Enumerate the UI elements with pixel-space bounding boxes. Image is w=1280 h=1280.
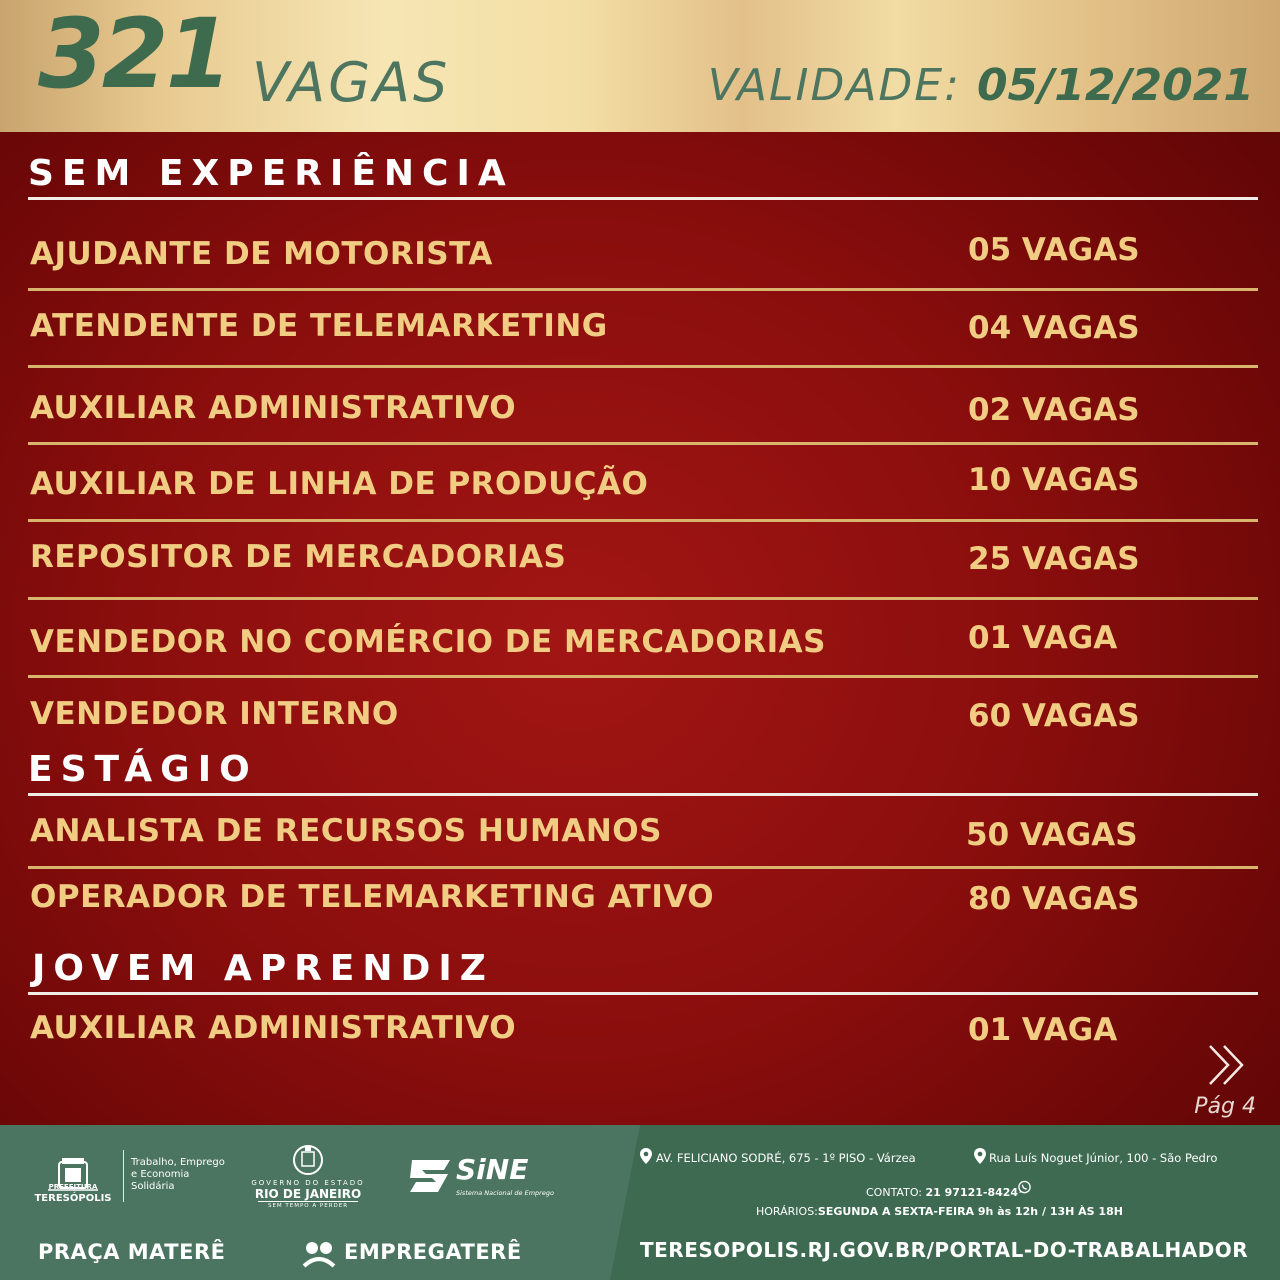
job-title: REPOSITOR DE MERCADORIAS: [30, 539, 567, 575]
row-divider: [28, 365, 1258, 368]
hours-value: SEGUNDA A SEXTA-FEIRA 9h às 12h / 13H ÀS 18H: [817, 1205, 1123, 1218]
job-title: AJUDANTE DE MOTORISTA: [30, 236, 493, 272]
location-pin-icon: [640, 1148, 652, 1164]
section-title-jovem-aprendiz: JOVEM APRENDIZ: [32, 948, 494, 989]
whatsapp-icon: [1017, 1180, 1032, 1195]
job-title: VENDEDOR INTERNO: [30, 696, 399, 732]
job-vacancies: 80 VAGAS: [968, 881, 1140, 917]
section-divider: [28, 992, 1258, 995]
job-title: AUXILIAR ADMINISTRATIVO: [30, 1010, 517, 1046]
secretaria-line: Trabalho, Emprego: [131, 1157, 225, 1168]
hours-label: HORÁRIOS:: [756, 1205, 818, 1218]
job-title: ANALISTA DE RECURSOS HUMANOS: [30, 813, 662, 849]
governo-underline: [258, 1201, 358, 1202]
address-varzea: AV. FELICIANO SODRÉ, 675 - 1º PISO - Várzea: [656, 1151, 916, 1165]
secretaria-line: e Economia: [131, 1169, 190, 1180]
location-pin-icon: [974, 1148, 986, 1164]
validity: [707, 60, 1254, 111]
job-vacancies: 01 VAGA: [968, 1012, 1118, 1048]
job-title: AUXILIAR DE LINHA DE PRODUÇÃO: [30, 466, 649, 502]
job-vacancies: 60 VAGAS: [968, 698, 1140, 734]
validity-label: VALIDADE:: [707, 60, 961, 111]
job-title: VENDEDOR NO COMÉRCIO DE MERCADORIAS: [30, 624, 826, 660]
double-chevron-right-icon[interactable]: [1204, 1042, 1250, 1088]
total-vacancies-count: 321: [38, 0, 230, 110]
section-divider: [28, 197, 1258, 200]
praca-matere-logo: PRAÇA MATERÊ: [38, 1240, 226, 1264]
job-title: ATENDENTE DE TELEMARKETING: [30, 308, 608, 344]
job-vacancies: 05 VAGAS: [968, 232, 1140, 268]
sine-logo-icon: [408, 1158, 454, 1194]
prefeitura-label: PREFEITURA: [48, 1183, 98, 1191]
contact-info: [866, 1187, 1018, 1198]
empregatere-logo: EMPREGATERÊ: [344, 1240, 522, 1264]
rio-de-janeiro-emblem-icon: [290, 1142, 326, 1178]
section-title-sem-experiencia: SEM EXPERIÊNCIA: [28, 153, 514, 194]
contact-phone[interactable]: 21 97121-8424: [925, 1186, 1019, 1199]
job-vacancies: 02 VAGAS: [968, 392, 1140, 428]
row-divider: [28, 519, 1258, 522]
address-sao-pedro: Rua Luís Noguet Júnior, 100 - São Pedro: [989, 1151, 1218, 1165]
contact-label: CONTATO:: [866, 1186, 922, 1199]
job-vacancies: 04 VAGAS: [968, 310, 1140, 346]
total-vacancies-label: VAGAS: [252, 51, 451, 114]
opening-hours: [756, 1206, 1123, 1217]
row-divider: [28, 442, 1258, 445]
row-divider: [28, 288, 1258, 291]
logo-separator: [123, 1150, 124, 1202]
governo-name: RIO DE JANEIRO: [254, 1187, 362, 1201]
sine-logo-text: SiNE: [456, 1153, 529, 1186]
secretaria-name: [131, 1157, 251, 1193]
portal-url-link[interactable]: TERESOPOLIS.RJ.GOV.BR/PORTAL-DO-TRABALHADOR: [640, 1238, 1249, 1262]
job-vacancies: 10 VAGAS: [968, 462, 1140, 498]
row-divider: [28, 866, 1258, 869]
governo-slogan: SEM TEMPO A PERDER: [267, 1203, 349, 1209]
prefeitura-name: TERESÓPOLIS: [34, 1193, 112, 1204]
section-title-estagio: ESTÁGIO: [28, 749, 258, 790]
job-title: AUXILIAR ADMINISTRATIVO: [30, 390, 517, 426]
validity-date: 05/12/2021: [976, 60, 1254, 111]
job-vacancies: 50 VAGAS: [966, 817, 1138, 853]
job-vacancies: 01 VAGA: [968, 620, 1118, 656]
empregatere-logo-icon: [300, 1238, 338, 1270]
governo-label: GOVERNO DO ESTADO: [251, 1179, 365, 1187]
row-divider: [28, 675, 1258, 678]
page-number: Pág 4: [1194, 1094, 1256, 1119]
sine-subtitle: Sistema Nacional de Emprego: [456, 1189, 554, 1197]
row-divider: [28, 597, 1258, 600]
section-divider: [28, 793, 1258, 796]
secretaria-line: Solidária: [131, 1181, 175, 1192]
job-title: OPERADOR DE TELEMARKETING ATIVO: [30, 879, 715, 915]
header-banner: [0, 0, 1280, 132]
job-vacancies: 25 VAGAS: [968, 541, 1140, 577]
